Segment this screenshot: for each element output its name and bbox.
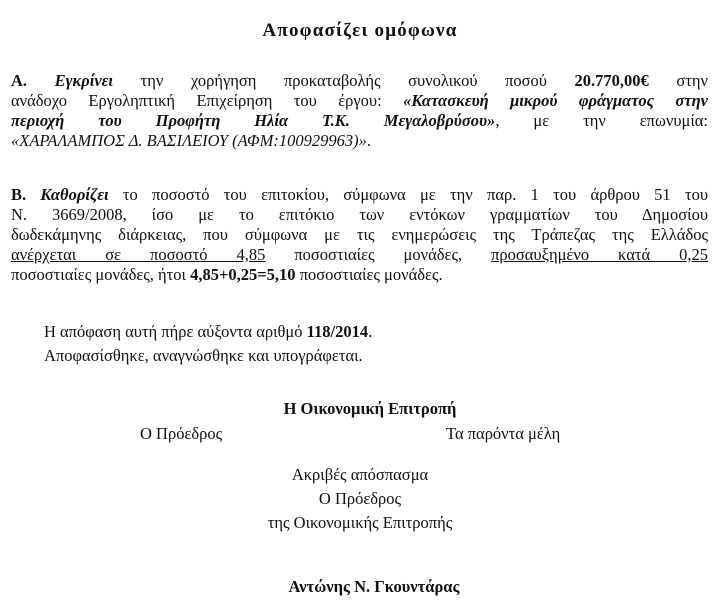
members-label: Τα παρόντα μέλη — [446, 424, 561, 443]
paragraph-a-text-2: ανάδοχο Εργοληπτική Επιχείρηση του έργου: — [11, 91, 404, 110]
paragraph-b-line-2: Ν. 3669/2008, ίσο με το επιτόκιο των εντόκων γραμματίων του Δημοσίου — [11, 205, 708, 224]
extract-line-1: Ακριβές απόσπασμα — [291, 465, 429, 484]
paragraph-b-line-5 — [11, 265, 708, 285]
paragraph-b-text-5: ποσοστιαίες μονάδες, ήτοι — [11, 265, 191, 284]
decision-number: 118/2014 — [306, 322, 369, 341]
paragraph-a-label: Α. — [11, 71, 55, 90]
extract-line-3: της Οικονομικής Επιτροπής — [267, 513, 453, 532]
project-name-part-1: «Κατασκευή μικρού φράγματος στην — [403, 91, 708, 110]
decision-tail: . — [368, 322, 373, 341]
extract-line-2: Ο Πρόεδρος — [318, 489, 402, 508]
paragraph-b-line-3: δωδεκάμηνης διάρκειας, που σύμφωνα με τις ενημερώσεις της Τράπεζας της Ελλάδος — [11, 225, 708, 244]
paragraph-b-line-1 — [11, 185, 708, 205]
approved-line: Αποφασίσθηκε, αναγνώσθηκε και υπογράφεται. — [44, 346, 363, 365]
paragraph-b-line-4 — [11, 245, 708, 265]
increase-underlined: προσαυξημένο κατά 0,25 — [491, 245, 708, 264]
document-title: Αποφασίζει ομόφωνα — [262, 20, 458, 41]
paragraph-a-tail-3: , με την επωνυμία: — [495, 111, 708, 130]
amount: 20.770,00€ — [574, 71, 649, 90]
paragraph-a-tail-1: στην — [648, 71, 708, 90]
paragraph-a-tail-4: . — [366, 131, 371, 150]
paragraph-b-label: Β. Καθορίζει — [11, 185, 109, 204]
paragraph-a-text-1: την χορήγηση προκαταβολής συνολικού ποσού — [113, 71, 575, 90]
paragraph-b-tail-5: ποσοστιαίες μονάδες. — [295, 265, 443, 284]
paragraph-a-line-1 — [11, 71, 708, 91]
project-name-part-2: περιοχή του Προφήτη Ηλία Τ.Κ. Μεγαλοβρύσου» — [11, 111, 496, 130]
paragraph-a-label-italic: Εγκρίνει — [54, 71, 113, 90]
paragraph-a — [11, 71, 708, 151]
rate-formula: 4,85+0,25=5,10 — [190, 265, 296, 284]
paragraph-a-line-2 — [11, 91, 708, 111]
paragraph-b-text-1: το ποσοστό του επιτοκίου, σύμφωνα με την παρ. 1 του άρθρου 51 του — [108, 185, 708, 204]
decision-number-line — [44, 322, 372, 342]
decision-text: Η απόφαση αυτή πήρε αύξοντα αριθμό — [44, 322, 307, 341]
president-label: Ο Πρόεδρος — [140, 424, 223, 443]
committee-title: Η Οικονομική Επιτροπή — [283, 399, 457, 418]
rate-underlined: ανέρχεται σε ποσοστό 4,85 — [11, 245, 266, 264]
paragraph-a-line-3 — [11, 111, 708, 131]
paragraph-b — [11, 185, 708, 285]
company-name: «ΧΑΡΑΛΑΜΠΟΣ Δ. ΒΑΣΙΛΕΙΟΥ (ΑΦΜ:100929963)» — [11, 131, 367, 150]
paragraph-a-line-4 — [11, 131, 708, 151]
paragraph-b-text-4: ποσοστιαίες μονάδες, — [265, 245, 492, 264]
signer-name: Αντώνης Ν. Γκουντάρας — [288, 577, 460, 596]
